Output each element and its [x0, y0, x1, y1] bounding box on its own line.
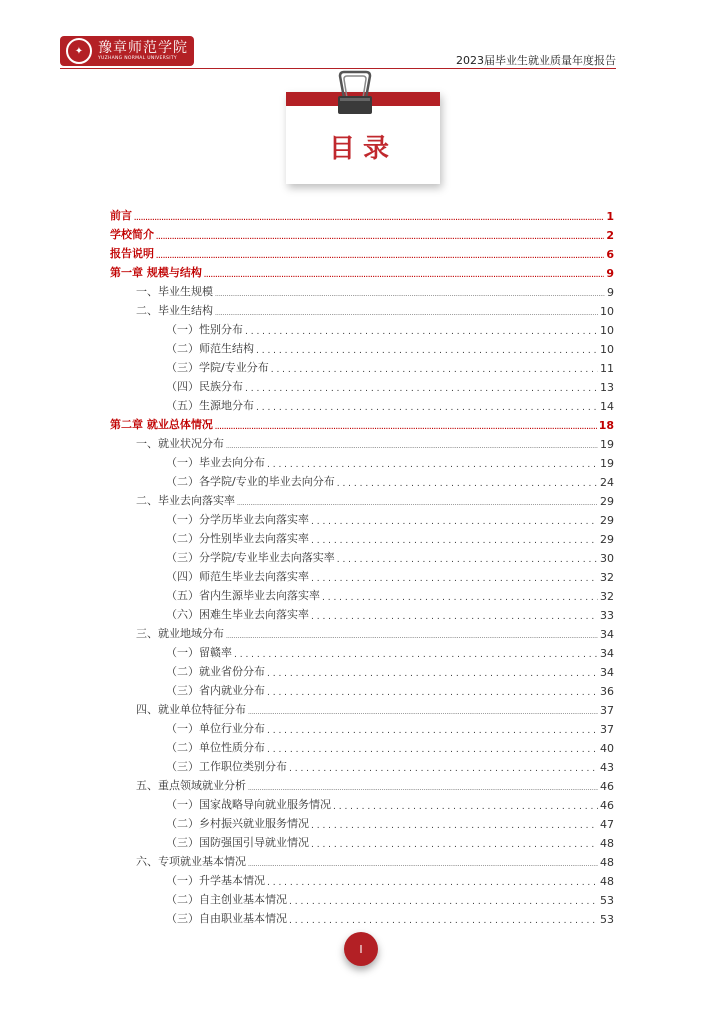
- toc-leader-dots: [248, 780, 598, 793]
- toc-entry[interactable]: [110, 337, 614, 356]
- toc-entry-label: 六、专项就业基本情况: [136, 855, 246, 868]
- toc-entry[interactable]: [110, 755, 614, 774]
- toc-entry-label: （六）困难生毕业去向落实率: [166, 608, 309, 621]
- toc-entry-page: 40: [600, 742, 614, 755]
- toc-entry[interactable]: [110, 850, 614, 869]
- toc-entry-page: 6: [606, 248, 614, 261]
- toc-entry[interactable]: [110, 831, 614, 850]
- toc-entry-page: 13: [600, 381, 614, 394]
- toc-entry[interactable]: [110, 546, 614, 565]
- toc-entry[interactable]: [110, 907, 614, 926]
- toc-leader-dots: [215, 305, 598, 318]
- toc-leader-dots: [267, 685, 598, 698]
- school-logo: [60, 36, 194, 66]
- toc-entry-label: （二）自主创业基本情况: [166, 893, 287, 906]
- toc-leader-dots: [311, 837, 598, 850]
- toc-leader-dots: [337, 476, 598, 489]
- logo-name: 豫章师范学院: [98, 39, 188, 56]
- toc-leader-dots: [204, 267, 605, 280]
- toc-leader-dots: [267, 457, 598, 470]
- toc-entry[interactable]: [110, 299, 614, 318]
- toc-entry-label: 四、就业单位特征分布: [136, 703, 246, 716]
- toc-entry-label: 一、毕业生规模: [136, 285, 213, 298]
- toc-entry-label: （四）师范生毕业去向落实率: [166, 570, 309, 583]
- toc-leader-dots: [311, 514, 598, 527]
- toc-entry-page: 24: [600, 476, 614, 489]
- toc-entry[interactable]: [110, 204, 614, 223]
- toc-entry-label: （四）民族分布: [166, 380, 243, 393]
- toc-leader-dots: [226, 628, 598, 641]
- toc-leader-dots: [215, 419, 597, 432]
- toc-entry-page: 14: [600, 400, 614, 413]
- toc-entry[interactable]: [110, 774, 614, 793]
- toc-entry-page: 37: [600, 723, 614, 736]
- toc-leader-dots: [156, 248, 604, 261]
- toc-entry-label: （二）师范生结构: [166, 342, 254, 355]
- toc-leader-dots: [248, 704, 598, 717]
- toc-leader-dots: [248, 856, 598, 869]
- toc-entry[interactable]: [110, 508, 614, 527]
- toc-entry[interactable]: [110, 318, 614, 337]
- toc-leader-dots: [267, 666, 598, 679]
- toc-leader-dots: [156, 229, 604, 242]
- toc-leader-dots: [237, 495, 598, 508]
- toc-leader-dots: [271, 362, 598, 375]
- toc-entry-page: 48: [600, 875, 614, 888]
- toc-entry[interactable]: [110, 565, 614, 584]
- toc-entry[interactable]: [110, 489, 614, 508]
- toc-entry[interactable]: [110, 812, 614, 831]
- toc-leader-dots: [245, 381, 598, 394]
- toc-entry-page: 29: [600, 533, 614, 546]
- toc-entry-label: （三）国防强国引导就业情况: [166, 836, 309, 849]
- school-seal-icon: ✦: [66, 38, 92, 64]
- header-divider: [60, 68, 616, 69]
- toc-entry-page: 11: [600, 362, 614, 375]
- toc-entry-page: 32: [600, 590, 614, 603]
- toc-entry-label: 第二章 就业总体情况: [110, 418, 213, 431]
- toc-entry-label: 一、就业状况分布: [136, 437, 224, 450]
- toc-entry-page: 33: [600, 609, 614, 622]
- toc-entry-label: （一）性别分布: [166, 323, 243, 336]
- toc-entry-label: （二）各学院/专业的毕业去向分布: [166, 475, 335, 488]
- toc-leader-dots: [311, 571, 598, 584]
- toc-entry-label: （二）分性别毕业去向落实率: [166, 532, 309, 545]
- toc-entry-page: 29: [600, 514, 614, 527]
- toc-entry[interactable]: [110, 451, 614, 470]
- toc-entry[interactable]: [110, 622, 614, 641]
- toc-entry-page: 32: [600, 571, 614, 584]
- toc-entry[interactable]: [110, 261, 614, 280]
- toc-entry[interactable]: [110, 641, 614, 660]
- toc-entry[interactable]: [110, 736, 614, 755]
- toc-entry-page: 10: [600, 343, 614, 356]
- toc-leader-dots: [337, 552, 598, 565]
- toc-leader-dots: [311, 818, 598, 831]
- toc-entry[interactable]: [110, 717, 614, 736]
- toc-entry-page: 10: [600, 305, 614, 318]
- toc-entry[interactable]: [110, 793, 614, 812]
- toc-entry-label: （二）就业省份分布: [166, 665, 265, 678]
- toc-entry-label: （二）单位性质分布: [166, 741, 265, 754]
- toc-leader-dots: [311, 533, 598, 546]
- toc-leader-dots: [311, 609, 598, 622]
- toc-entry-page: 34: [600, 628, 614, 641]
- toc-entry-label: 前言: [110, 209, 132, 222]
- toc-leader-dots: [245, 324, 598, 337]
- toc-entry-page: 9: [606, 267, 614, 280]
- toc-entry[interactable]: [110, 869, 614, 888]
- toc-entry-page: 19: [600, 438, 614, 451]
- toc-entry-label: （三）工作职位类别分布: [166, 760, 287, 773]
- toc-entry-label: 二、毕业去向落实率: [136, 494, 235, 507]
- toc-leader-dots: [289, 894, 598, 907]
- toc-entry-page: 30: [600, 552, 614, 565]
- toc-entry-label: （五）生源地分布: [166, 399, 254, 412]
- toc-entry[interactable]: [110, 394, 614, 413]
- toc-entry[interactable]: [110, 584, 614, 603]
- toc-entry-page: 53: [600, 894, 614, 907]
- toc-entry-page: 46: [600, 799, 614, 812]
- toc-entry-label: （三）学院/专业分布: [166, 361, 269, 374]
- toc-entry-label: 五、重点领域就业分析: [136, 779, 246, 792]
- table-of-contents: [110, 204, 614, 926]
- toc-entry-page: 19: [600, 457, 614, 470]
- toc-entry[interactable]: [110, 470, 614, 489]
- toc-entry-label: （一）留赣率: [166, 646, 232, 659]
- toc-leader-dots: [256, 343, 598, 356]
- toc-entry-page: 37: [600, 704, 614, 717]
- toc-entry[interactable]: [110, 527, 614, 546]
- toc-entry-page: 47: [600, 818, 614, 831]
- toc-entry-label: （五）省内生源毕业去向落实率: [166, 589, 320, 602]
- toc-entry-label: 第一章 规模与结构: [110, 266, 202, 279]
- toc-entry-page: 18: [598, 419, 614, 432]
- toc-entry-label: （三）分学院/专业毕业去向落实率: [166, 551, 335, 564]
- toc-leader-dots: [134, 210, 604, 223]
- toc-entry[interactable]: [110, 603, 614, 622]
- toc-leader-dots: [226, 438, 598, 451]
- toc-entry-page: 46: [600, 780, 614, 793]
- toc-entry[interactable]: [110, 679, 614, 698]
- toc-leader-dots: [256, 400, 598, 413]
- toc-entry-page: 36: [600, 685, 614, 698]
- toc-entry-label: （二）乡村振兴就业服务情况: [166, 817, 309, 830]
- toc-leader-dots: [322, 590, 598, 603]
- toc-entry-label: （一）分学历毕业去向落实率: [166, 513, 309, 526]
- toc-leader-dots: [289, 761, 598, 774]
- report-title: 2023届毕业生就业质量年度报告: [456, 54, 616, 67]
- toc-entry-page: 48: [600, 837, 614, 850]
- toc-leader-dots: [267, 742, 598, 755]
- toc-leader-dots: [215, 286, 605, 299]
- toc-entry-label: （一）毕业去向分布: [166, 456, 265, 469]
- toc-entry[interactable]: [110, 375, 614, 394]
- binder-clip-icon: [332, 70, 378, 116]
- toc-leader-dots: [267, 723, 598, 736]
- toc-entry-page: 34: [600, 666, 614, 679]
- toc-entry-label: 学校简介: [110, 228, 154, 241]
- toc-entry-label: （三）省内就业分布: [166, 684, 265, 697]
- toc-leader-dots: [289, 913, 598, 926]
- toc-entry[interactable]: [110, 660, 614, 679]
- toc-entry-page: 9: [607, 286, 614, 299]
- toc-entry-page: 10: [600, 324, 614, 337]
- toc-entry[interactable]: [110, 223, 614, 242]
- toc-entry[interactable]: [110, 356, 614, 375]
- toc-entry-label: （三）自由职业基本情况: [166, 912, 287, 925]
- toc-entry-label: 报告说明: [110, 247, 154, 260]
- toc-leader-dots: [267, 875, 598, 888]
- toc-entry-label: （一）单位行业分布: [166, 722, 265, 735]
- toc-entry-page: 1: [606, 210, 614, 223]
- toc-entry[interactable]: [110, 413, 614, 432]
- toc-entry-label: （一）升学基本情况: [166, 874, 265, 887]
- toc-entry-page: 29: [600, 495, 614, 508]
- toc-entry[interactable]: [110, 432, 614, 451]
- toc-entry-page: 34: [600, 647, 614, 660]
- toc-entry-page: 53: [600, 913, 614, 926]
- toc-entry-label: 三、就业地域分布: [136, 627, 224, 640]
- toc-entry-page: 43: [600, 761, 614, 774]
- toc-title: 目录: [328, 134, 397, 164]
- toc-entry-page: 48: [600, 856, 614, 869]
- toc-entry-page: 2: [606, 229, 614, 242]
- toc-entry[interactable]: [110, 698, 614, 717]
- toc-entry[interactable]: [110, 242, 614, 261]
- toc-entry[interactable]: [110, 280, 614, 299]
- toc-entry[interactable]: [110, 888, 614, 907]
- toc-leader-dots: [234, 647, 598, 660]
- page-number-badge: I: [344, 932, 378, 966]
- logo-english-name: YUZHANG NORMAL UNIVERSITY: [98, 55, 177, 61]
- toc-leader-dots: [333, 799, 598, 812]
- toc-entry-label: （一）国家战略导向就业服务情况: [166, 798, 331, 811]
- toc-entry-label: 二、毕业生结构: [136, 304, 213, 317]
